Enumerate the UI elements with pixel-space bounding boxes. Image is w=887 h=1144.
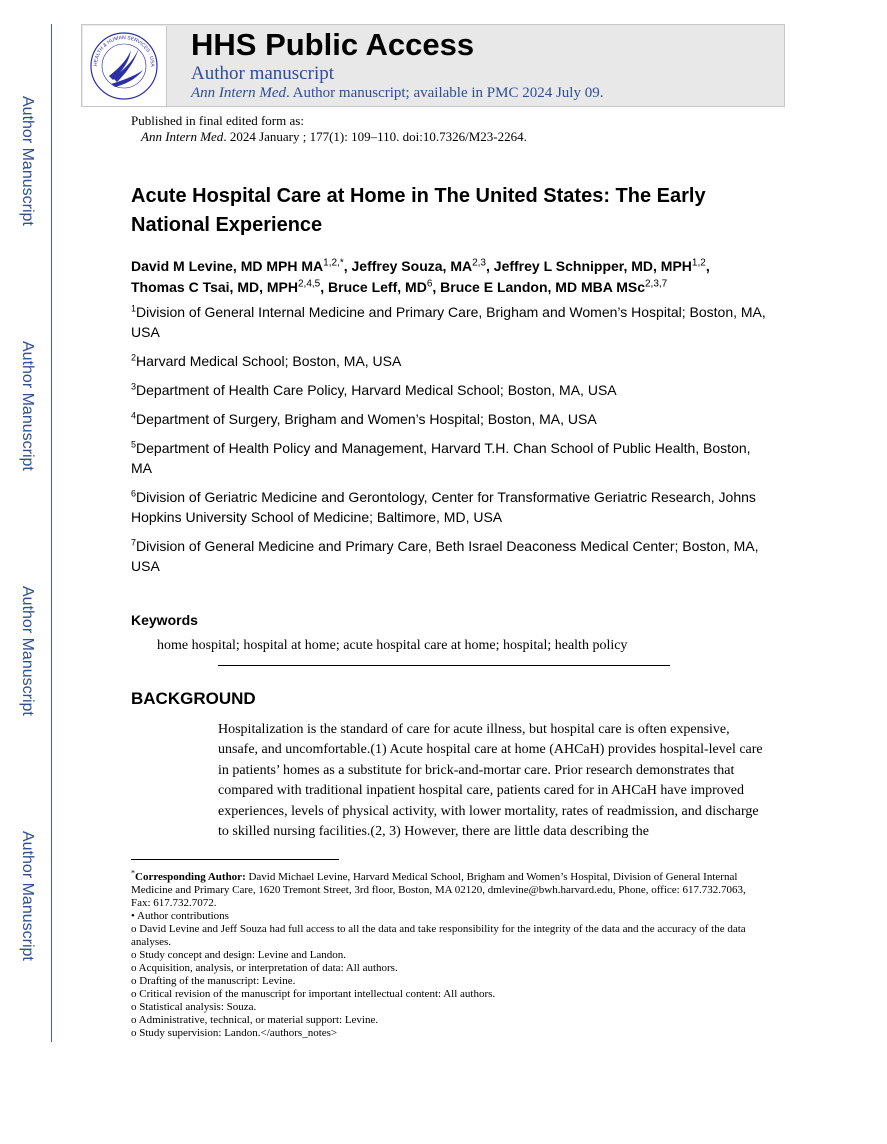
background-paragraph: Hospitalization is the standard of care for acute illness, but hospital care is often expensive, unsafe, and uncomfortable.(1) Acute hospital care at home (AHCaH) provides hospital-level care in patients’ homes as a substitute for brick-and-mortar care. Prior research demonstrates that compared with traditional inpatient hospital care, patients cared for in AHCaH have improved experiences, levels of physical activity, with lower mortality, rates of readmission, and discharge to skilled nursing facilities.(2, 3) However, there are little data describing the [218, 722, 763, 840]
header-subtitle: Author manuscript [191, 63, 335, 84]
svg-text:HEALTH & HUMAN SERVICES · USA: HEALTH & HUMAN SERVICES · USA [92, 34, 156, 67]
affiliation: $^7$Division of General Medicine and Primary Care, Beth Israel Deaconess Medical Center; Boston, MA, USA [131, 537, 759, 574]
published-in: Published in final edited form as: Ann Intern Med. 2024 January ; 177(1): 109–110. doi:10.7326/M23-2264. [131, 113, 527, 144]
header-title: HHS Public Access [191, 27, 475, 62]
footnote-line: o Study concept and design: Levine and Landon. [131, 949, 347, 961]
published-citation: Ann Intern Med. 2024 January ; 177(1): 109–110. doi:10.7326/M23-2264. [141, 129, 527, 144]
footnote-line: o David Levine and Jeff Souza had full access to all the data and take responsibility for the integrity of the data and the accuracy of the data analyses. [131, 923, 746, 948]
header-availability: Ann Intern Med. Author manuscript; available in PMC 2024 July 09. [191, 85, 604, 101]
affiliation: $^5$Department of Health Policy and Management, Harvard T.H. Chan School of Public Health, Boston, MA [131, 439, 751, 476]
footnote-line: o Critical revision of the manuscript for important intellectual content: All authors. [131, 988, 496, 1000]
hhs-header [81, 24, 785, 107]
affiliations [131, 302, 771, 585]
affiliation: $^6$Division of Geriatric Medicine and Gerontology, Center for Transformative Geriatric Research, Johns Hopkins University School of Medicine; Baltimore, MD, USA [131, 488, 756, 525]
author: Bruce E Landon, MD MBA MSc [440, 279, 645, 295]
keywords-heading: Keywords [131, 612, 198, 628]
article-title: Acute Hospital Care at Home in The United States: The Early National Experience [131, 185, 706, 236]
affiliation: $^4$Department of Surgery, Brigham and Women’s Hospital; Boston, MA, USA [131, 410, 597, 427]
header-journal: Ann Intern Med [191, 85, 286, 101]
section-divider [218, 665, 670, 666]
author: Jeffrey Souza, MA [351, 258, 473, 274]
footnote-line: o Statistical analysis: Souza. [131, 1001, 257, 1013]
background-heading: BACKGROUND [131, 689, 256, 708]
affiliation: $^2$Harvard Medical School; Boston, MA, USA [131, 352, 402, 369]
author: David M Levine, MD MPH MA [131, 258, 324, 274]
keywords-text: home hospital; hospital at home; acute hospital care at home; hospital; health policy [157, 638, 628, 653]
footnote-line: o Drafting of the manuscript: Levine. [131, 975, 296, 987]
footnote-line: o Acquisition, analysis, or interpretation of data: All authors. [131, 962, 398, 974]
author: Jeffrey L Schnipper, MD, MPH [493, 258, 692, 274]
footnote-rule [131, 859, 339, 860]
footnote-line: o Administrative, technical, or material support: Levine. [131, 1014, 379, 1026]
affiliation: $^1$Division of General Internal Medicine and Primary Care, Brigham and Women’s Hospital; Boston, MA, USA [131, 303, 766, 340]
hhs-logo [83, 26, 167, 106]
side-rule [51, 24, 52, 1042]
footnote-line: • Author contributions [131, 910, 229, 922]
author: Thomas C Tsai, MD, MPH [131, 279, 298, 295]
footnote-line: o Study supervision: Landon.</authors_notes> [131, 1027, 338, 1039]
footnotes [131, 868, 761, 1040]
author-list: David M Levine, MD MPH $MA^{1,2,*}$, Jeffrey Souza, MA$^{2,3}$, Jeffrey L Schnipper, MD, MPH$^{1,2}$, Thomas C Tsai, MD, MPH$^{2,4,5}$, Bruce Leff, $MD^6$, Bruce E Landon, MD MBA MSc$^{2,3,7}$ [131, 257, 710, 295]
affiliation: $^3$Department of Health Care Policy, Harvard Medical School; Boston, MA, USA [131, 381, 617, 398]
author: Bruce Leff, MD [328, 279, 427, 295]
corresponding-author-note: *Corresponding Author: David Michael Levine, Harvard Medical School, Brigham and Women’s Hospital, Division of General Internal Medicine and Primary Care, 1620 Tremont Street, 3rd floor, Boston, MA 02120, dmlevine@bwh.harvard.edu, Phone, office: 617.732.7063, Fax: 617.732.7072. [131, 868, 746, 909]
